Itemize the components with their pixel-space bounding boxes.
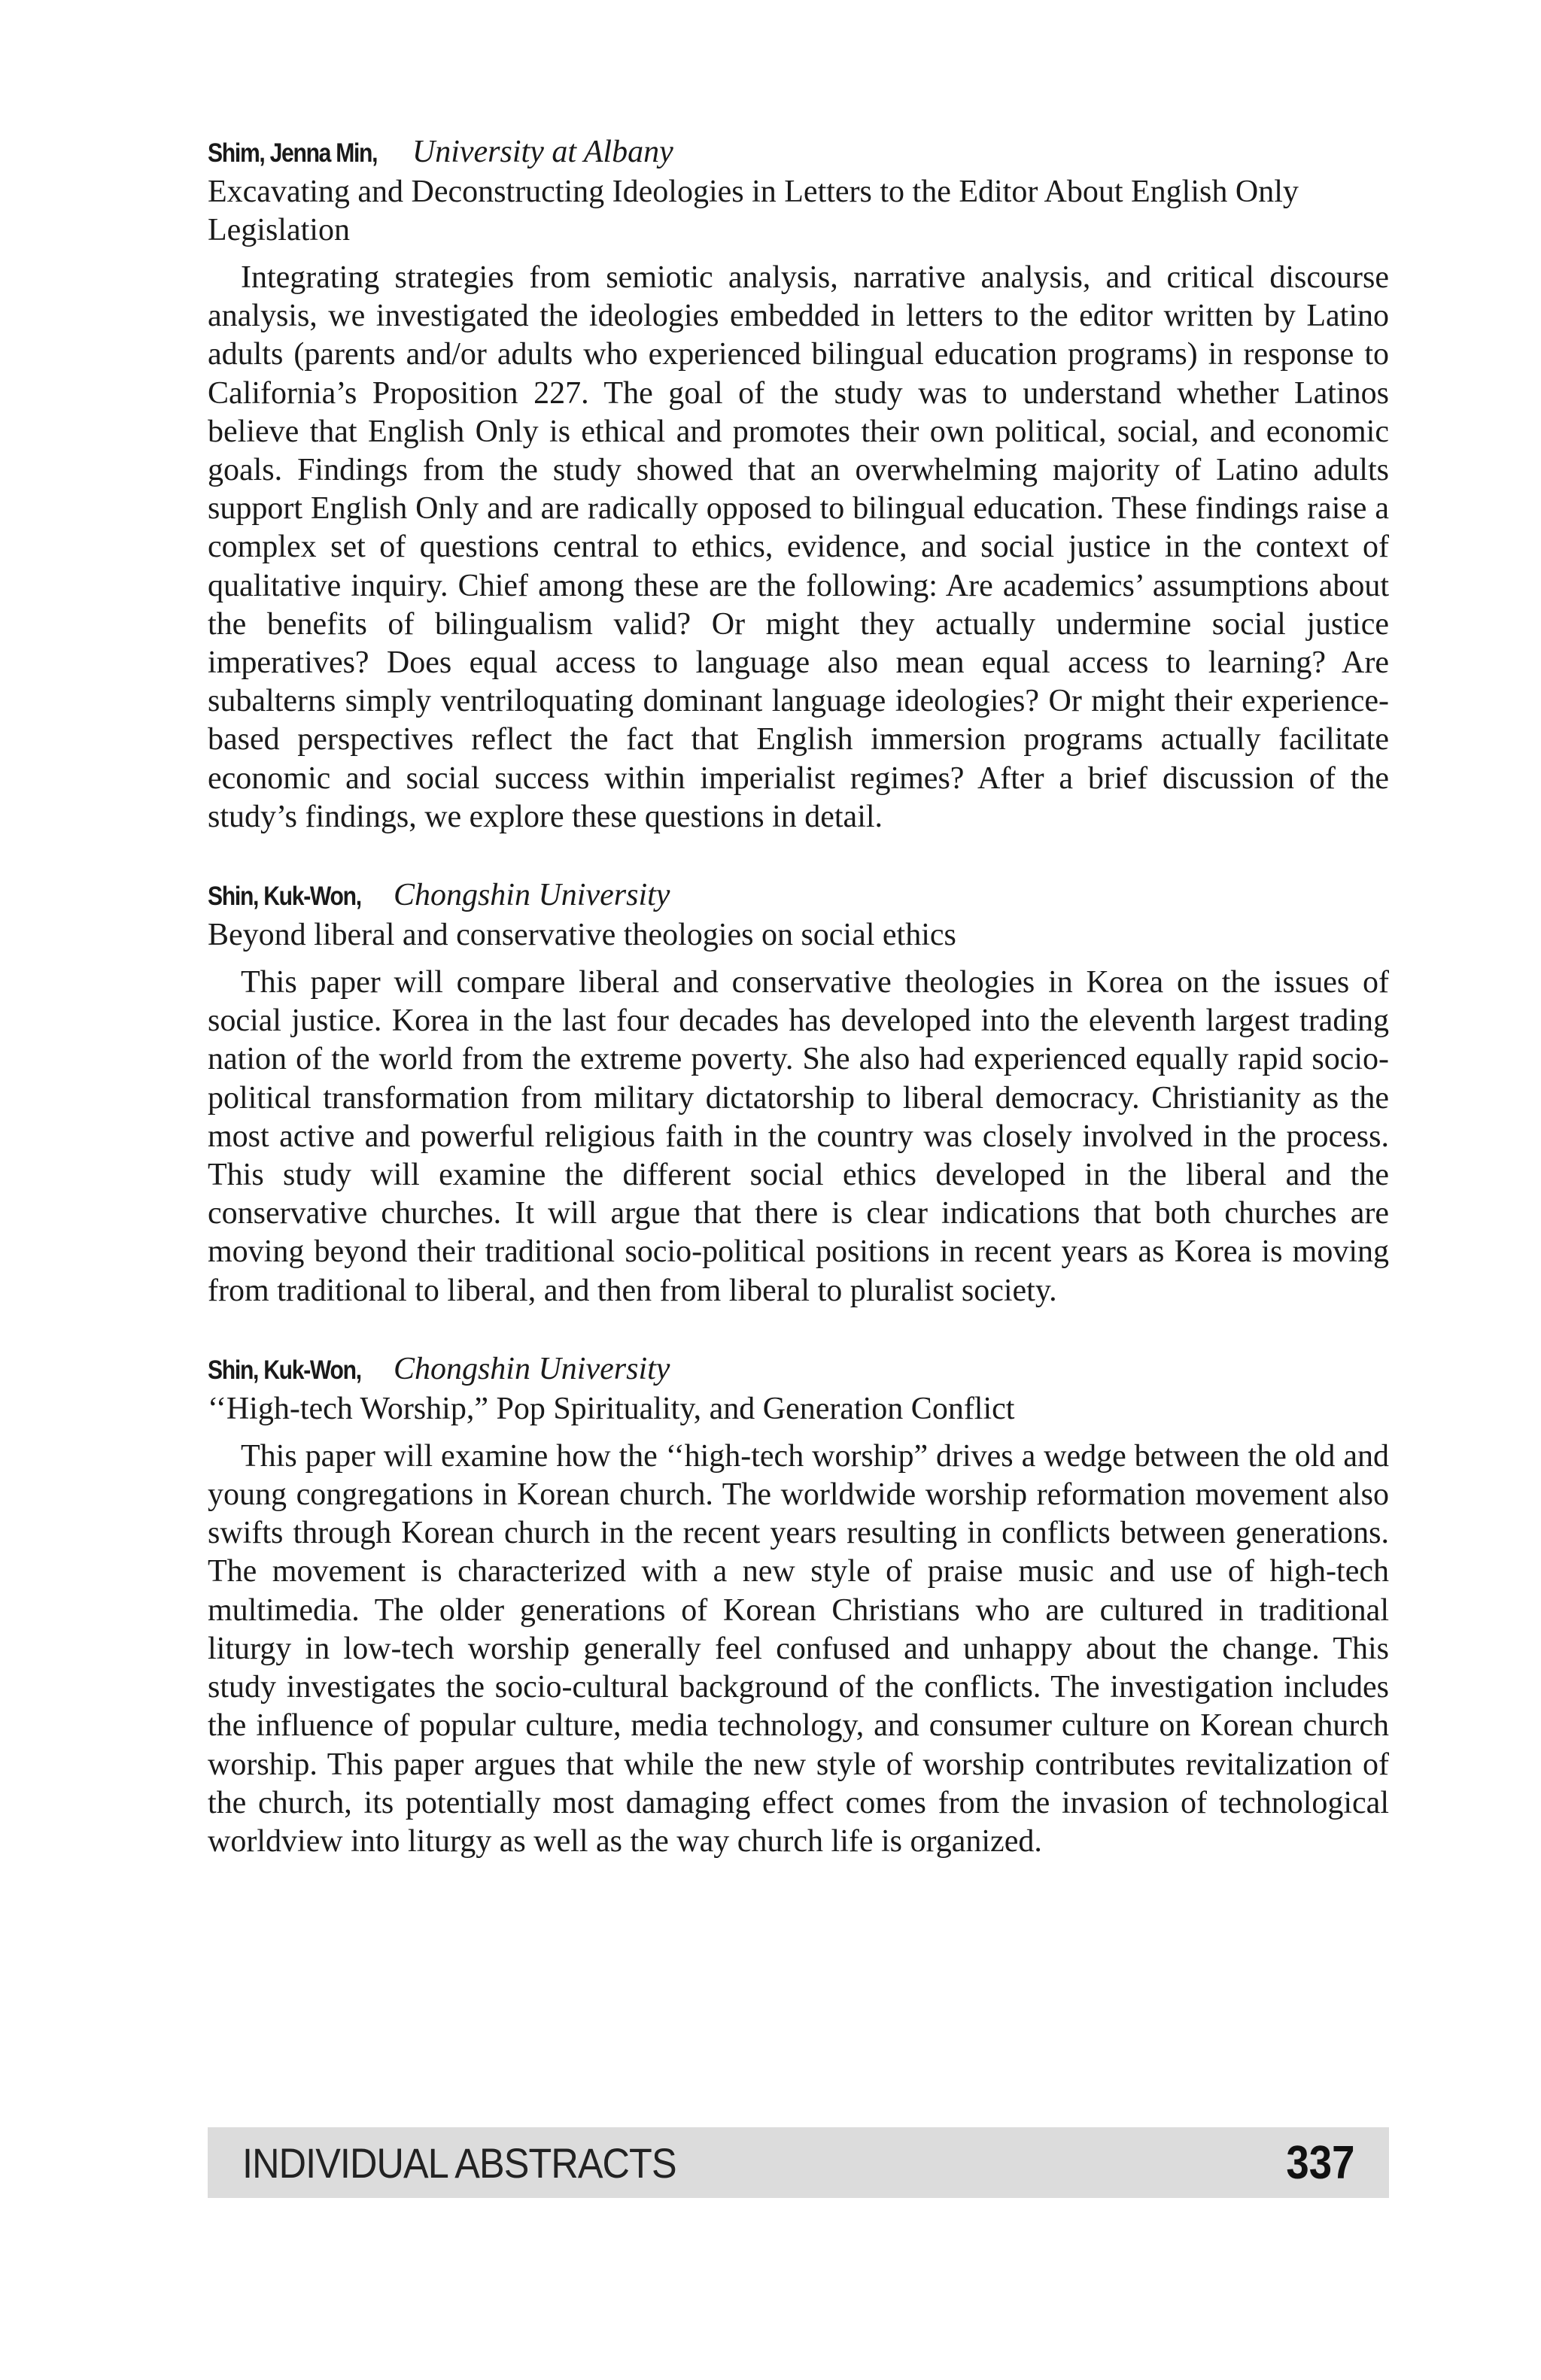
author-line xyxy=(208,132,1389,173)
abstract-title: ‘‘High-tech Worship,” Pop Spirituality, and Generation Conflict xyxy=(208,1391,1015,1426)
author-affiliation: University at Albany xyxy=(412,135,673,169)
abstract-entry xyxy=(208,1349,1389,1861)
abstract-body: This paper will examine how the ‘‘high-tech worship” drives a wedge between the old and young congregations in Korean church. The worldwide worship reformation movement also swifts through Korean church in the recent years resulting in conflicts between generations. The movement is characterized with a new style of praise music and use of high-tech multimedia. The older generations of Korean Christians who are cultured in traditional liturgy in low-tech worship generally feel confused and unhappy about the change. This study investigates the socio-cultural background of the conflicts. The investigation includes the influence of popular culture, media technology, and consumer culture on Korean church worship. This paper argues that while the new style of worship contributes revitalization of the church, its potentially most damaging effect comes from the invasion of technological worldview into liturgy as well as the way church life is organized. xyxy=(208,1438,1389,1859)
page-number: 337 xyxy=(1285,2136,1354,2189)
author-name: Shin, Kuk-Won, xyxy=(208,1355,361,1385)
author-name: Shin, Kuk-Won, xyxy=(208,882,361,912)
abstract-title: Excavating and Deconstructing Ideologies in Letters to the Editor About English Only Legislation xyxy=(208,175,1299,247)
abstracts-page xyxy=(208,132,1389,1900)
abstract-title: Beyond liberal and conservative theologies on social ethics xyxy=(208,918,956,953)
abstract-body: This paper will compare liberal and conservative theologies in Korea on the issues of social justice. Korea in the last four decades has developed into the eleventh largest trading nation of the world from the extreme poverty. She also had experienced equally rapid socio-political transformation from military dictatorship to liberal democracy. Christianity as the most active and powerful religious faith in the country was closely involved in the process. This study will examine the different social ethics developed in the liberal and the conservative churches. It will argue that there is clear indications that both churches are moving beyond their traditional socio-political positions in recent years as Korea is moving from traditional to liberal, and then from liberal to pluralist society. xyxy=(208,965,1389,1308)
abstract-entry xyxy=(208,876,1389,1310)
author-line xyxy=(208,1349,1389,1390)
author-affiliation: Chongshin University xyxy=(393,1351,670,1386)
author-line xyxy=(208,876,1389,916)
author-name: Shim, Jenna Min, xyxy=(208,138,378,168)
author-affiliation: Chongshin University xyxy=(393,878,670,913)
page-footer xyxy=(208,2127,1389,2198)
abstract-entry xyxy=(208,132,1389,836)
abstract-body: Integrating strategies from semiotic analysis, narrative analysis, and critical discourse analysis, we investigated the ideologies embedded in letters to the editor written by Latino adults (parents and/or adults who experienced bilingual education programs) in response to California’s Proposition 227. The goal of the study was to understand whether Latinos believe that English Only is ethical and promotes their own political, social, and economic goals. Findings from the study showed that an overwhelming majority of Latino adults support English Only and are radically opposed to bilingual education. These findings raise a complex set of questions central to ethics, evidence, and social justice in the context of qualitative inquiry. Chief among these are the following: Are academics’ assumptions about the benefits of bilingualism valid? Or might they actually undermine social justice imperatives? Does equal access to language also mean equal access to learning? Are subalterns simply ventriloquating dominant language ideologies? Or might their experience-based perspectives reflect the fact that English immersion programs actually facilitate economic and social success within imperialist regimes? After a brief discussion of the study’s findings, we explore these questions in detail. xyxy=(208,260,1389,834)
section-label: INDIVIDUAL ABSTRACTS xyxy=(242,2139,676,2187)
